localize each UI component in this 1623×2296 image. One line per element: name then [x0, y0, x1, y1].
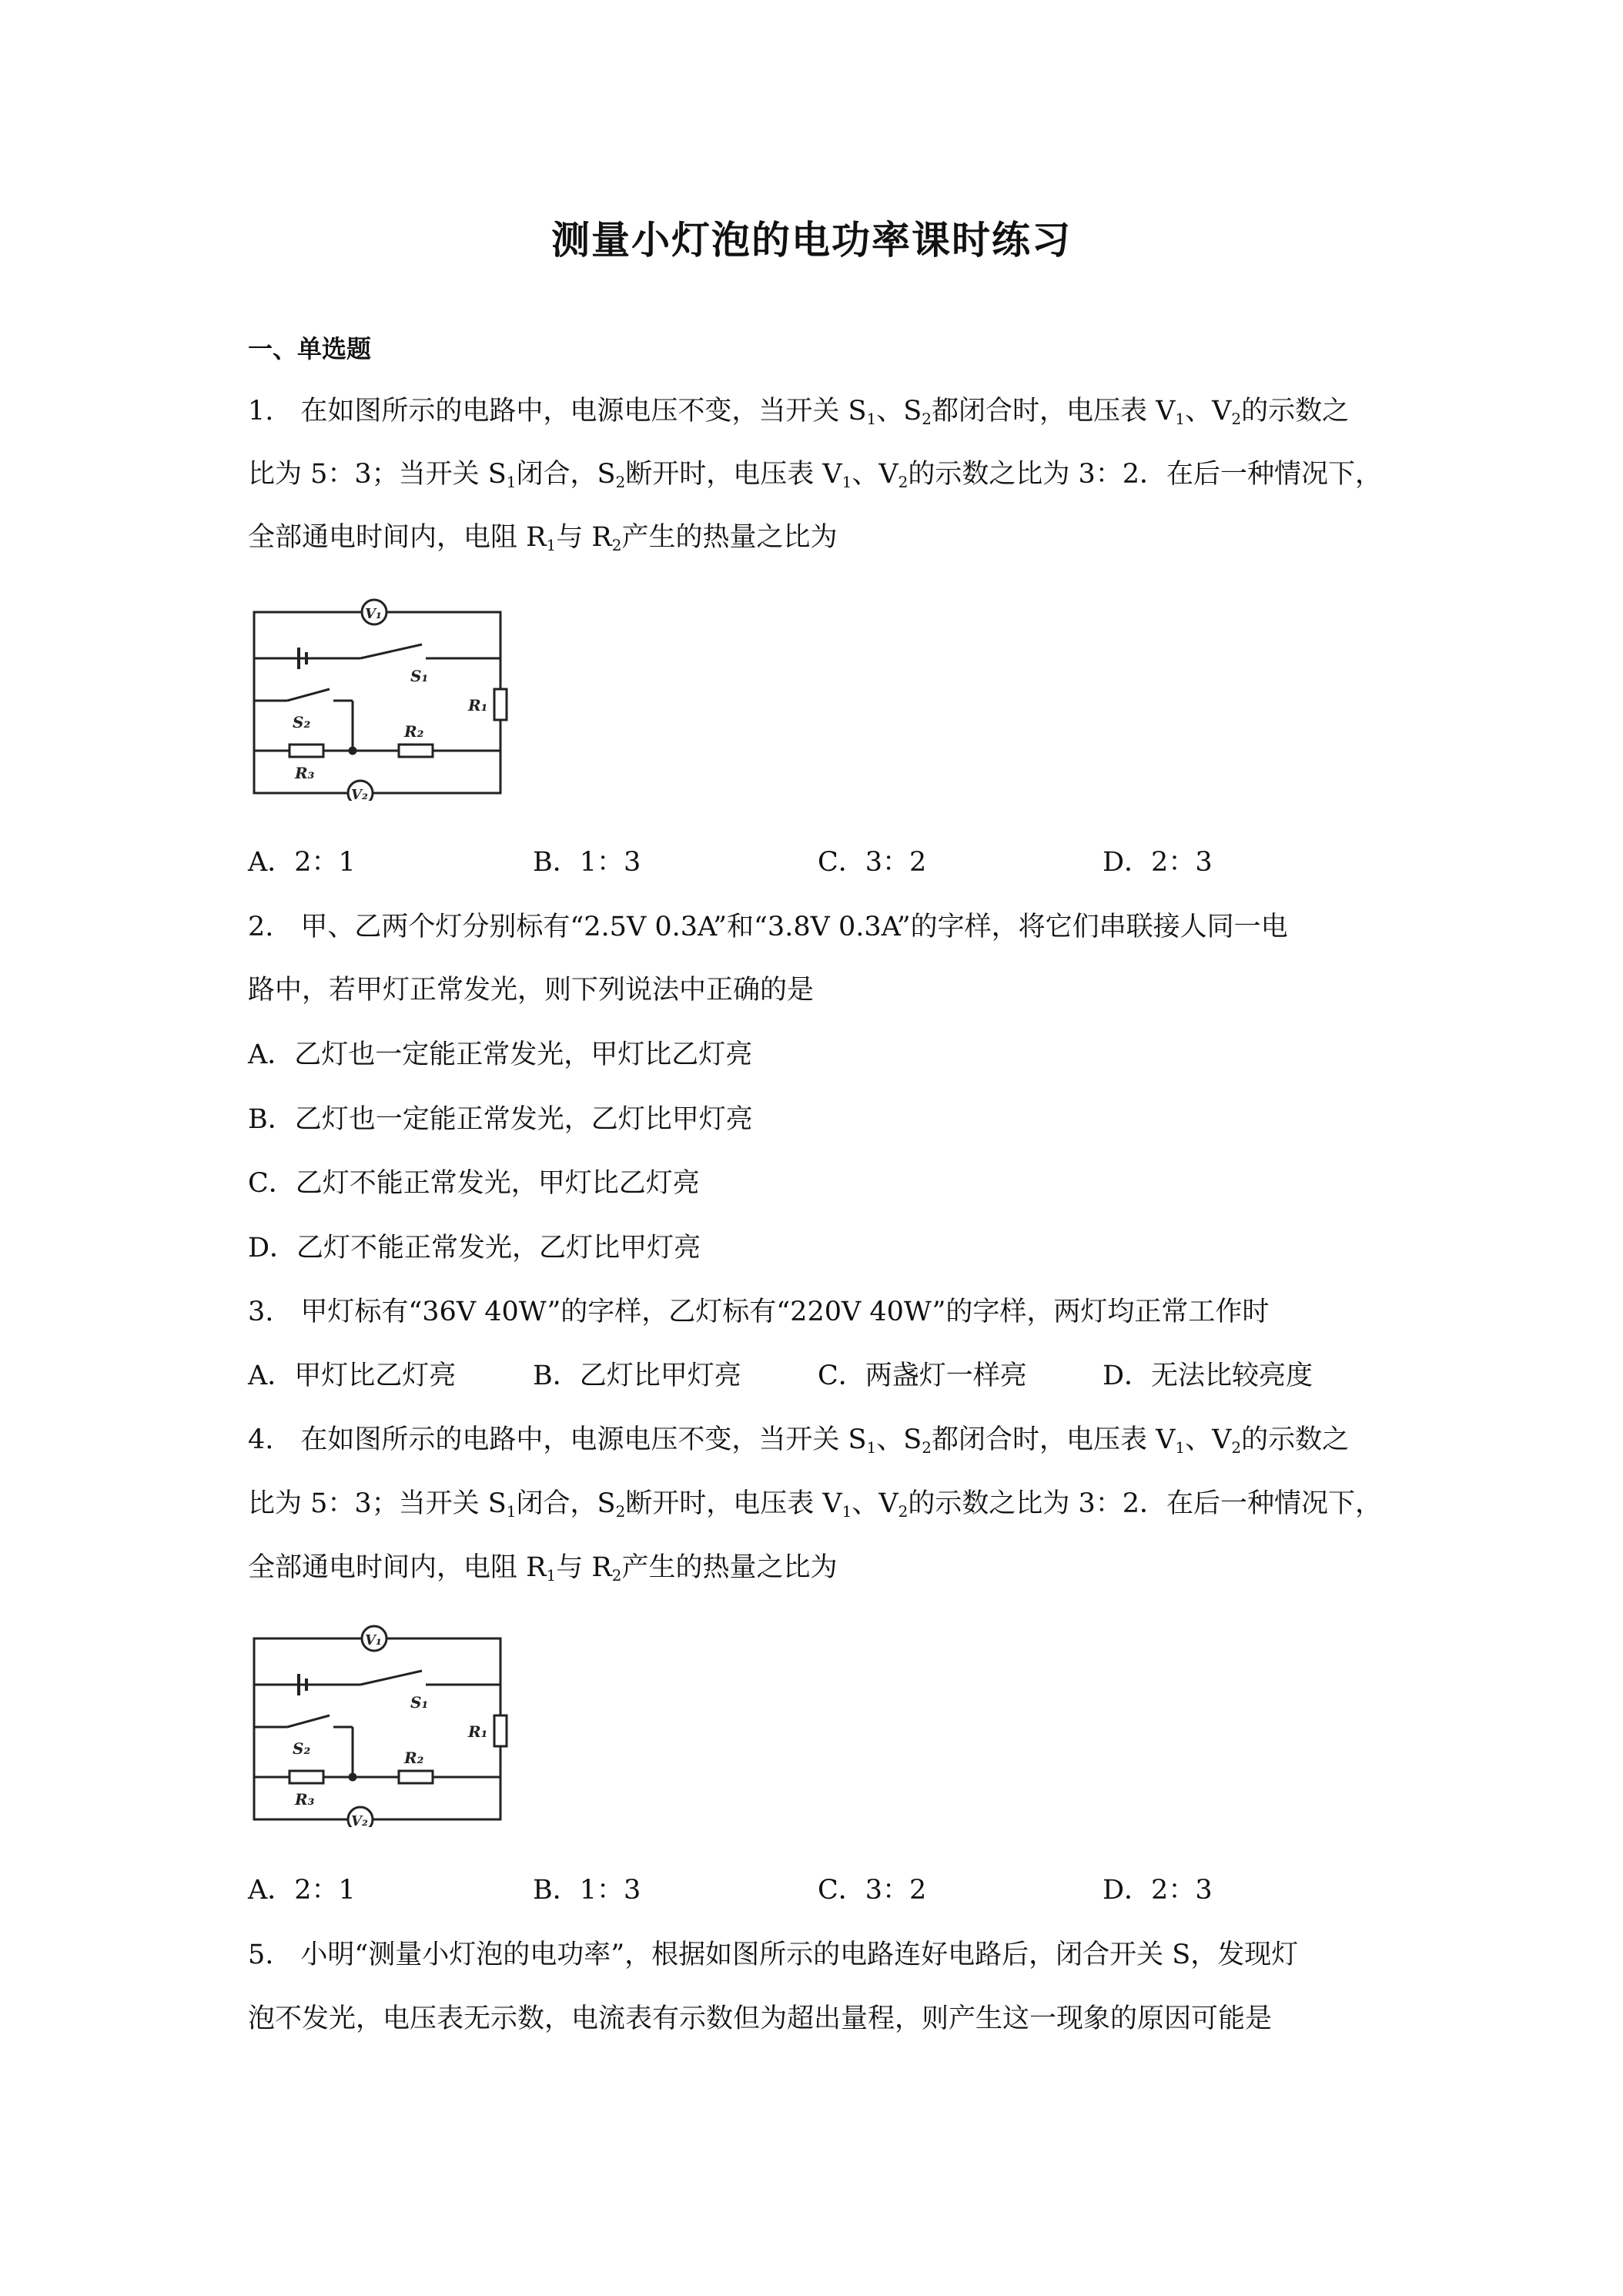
page-title: 测量小灯泡的电功率课时练习: [551, 217, 1072, 263]
q3-option-b: B．乙灯比甲灯亮: [533, 1361, 741, 1391]
svg-text:S₁: S₁: [410, 1693, 429, 1712]
resistor-r1-icon: [494, 689, 507, 720]
q2-option-d: D．乙灯不能正常发光，乙灯比甲灯亮: [248, 1233, 701, 1263]
resistor-r3-icon: [289, 1771, 323, 1783]
q4-option-d: D．2：3: [1103, 1875, 1213, 1906]
switch-s1-icon: [360, 1671, 422, 1685]
q1-line-2: 比为 5：3；当开关 $S_1$闭合，$S_2$断开时，电压表 $V_1$、$V_2$的示数之比为 3：2．在后一种情况下，: [248, 459, 1383, 491]
svg-text:R₁: R₁: [468, 1722, 488, 1741]
q4-line-1: 4. 在如图所示的电路中，电源电压不变，当开关 $S_1$、$S_2$都闭合时，电压表 $V_1$、$V_2$的示数之: [248, 1424, 1350, 1457]
q2-line-1: 2. 甲、乙两个灯分别标有“2.5V 0.3A”和“3.8V 0.3A”的字样，将它们串联接人同一电: [248, 912, 1288, 942]
q3-line-1: 3. 甲灯标有“36V 40W”的字样，乙灯标有“220V 40W”的字样，两灯均正常工作时: [248, 1297, 1270, 1327]
q4-option-c: C．3：2: [818, 1875, 927, 1906]
svg-text:R₃: R₃: [295, 1790, 315, 1809]
section-heading: 一、单选题: [248, 334, 372, 363]
switch-s1-icon: [360, 644, 422, 658]
q3-option-d: D．无法比较亮度: [1103, 1361, 1313, 1391]
svg-text:V₂: V₂: [351, 1813, 368, 1827]
q1-line-3: 全部通电时间内，电阻 $R_1$与 $R_2$产生的热量之比为: [248, 522, 838, 554]
q3-option-c: C．两盏灯一样亮: [818, 1361, 1027, 1391]
circuit-diagram-q1: [245, 597, 522, 801]
q4-option-b: B．1：3: [533, 1875, 641, 1906]
q2-option-a: A．乙灯也一定能正常发光，甲灯比乙灯亮: [248, 1039, 753, 1070]
q4-line-2: 比为 5：3；当开关 $S_1$闭合，$S_2$断开时，电压表 $V_1$、$V_2$的示数之比为 3：2．在后一种情况下，: [248, 1488, 1383, 1521]
q1-option-c: C．3：2: [818, 847, 927, 878]
switch-s2-icon: [287, 689, 330, 701]
q1-option-d: D．2：3: [1103, 847, 1213, 878]
svg-text:R₃: R₃: [295, 764, 315, 782]
switch-s2-icon: [287, 1715, 330, 1727]
q5-line-1: 5. 小明“测量小灯泡的电功率”，根据如图所示的电路连好电路后，闭合开关 S，发现灯: [248, 1940, 1299, 1970]
q2-option-b: B．乙灯也一定能正常发光，乙灯比甲灯亮: [248, 1104, 753, 1135]
q1-line-1: 1. 在如图所示的电路中，电源电压不变，当开关 $S_1$、$S_2$都闭合时，电压表 $V_1$、$V_2$的示数之: [248, 396, 1350, 428]
svg-text:V₂: V₂: [351, 787, 368, 801]
q5-line-2: 泡不发光，电压表无示数，电流表有示数但为超出量程，则产生这一现象的原因可能是: [248, 2003, 1273, 2034]
svg-text:S₁: S₁: [410, 667, 429, 685]
q1-option-b: B．1：3: [533, 847, 641, 878]
svg-text:S₂: S₂: [293, 1739, 311, 1758]
circuit-outer-wire: [254, 612, 500, 793]
svg-text:R₁: R₁: [468, 696, 488, 715]
svg-text:R₂: R₂: [404, 1749, 424, 1767]
resistor-r2-icon: [399, 1771, 433, 1783]
q4-option-a: A．2：1: [248, 1875, 356, 1906]
svg-text:V₁: V₁: [365, 1632, 382, 1648]
svg-text:R₂: R₂: [404, 722, 424, 741]
q1-option-a: A．2：1: [248, 847, 356, 878]
resistor-r1-icon: [494, 1715, 507, 1746]
svg-text:V₁: V₁: [365, 606, 382, 622]
resistor-r2-icon: [399, 745, 433, 757]
q3-option-a: A．甲灯比乙灯亮: [248, 1361, 457, 1391]
svg-text:S₂: S₂: [293, 713, 311, 731]
circuit-diagram-q4: [245, 1623, 522, 1827]
q4-line-3: 全部通电时间内，电阻 $R_1$与 $R_2$产生的热量之比为: [248, 1552, 838, 1585]
resistor-r3-icon: [289, 745, 323, 757]
q2-line-2: 路中，若甲灯正常发光，则下列说法中正确的是: [248, 975, 815, 1006]
q2-option-c: C．乙灯不能正常发光，甲灯比乙灯亮: [248, 1168, 700, 1199]
